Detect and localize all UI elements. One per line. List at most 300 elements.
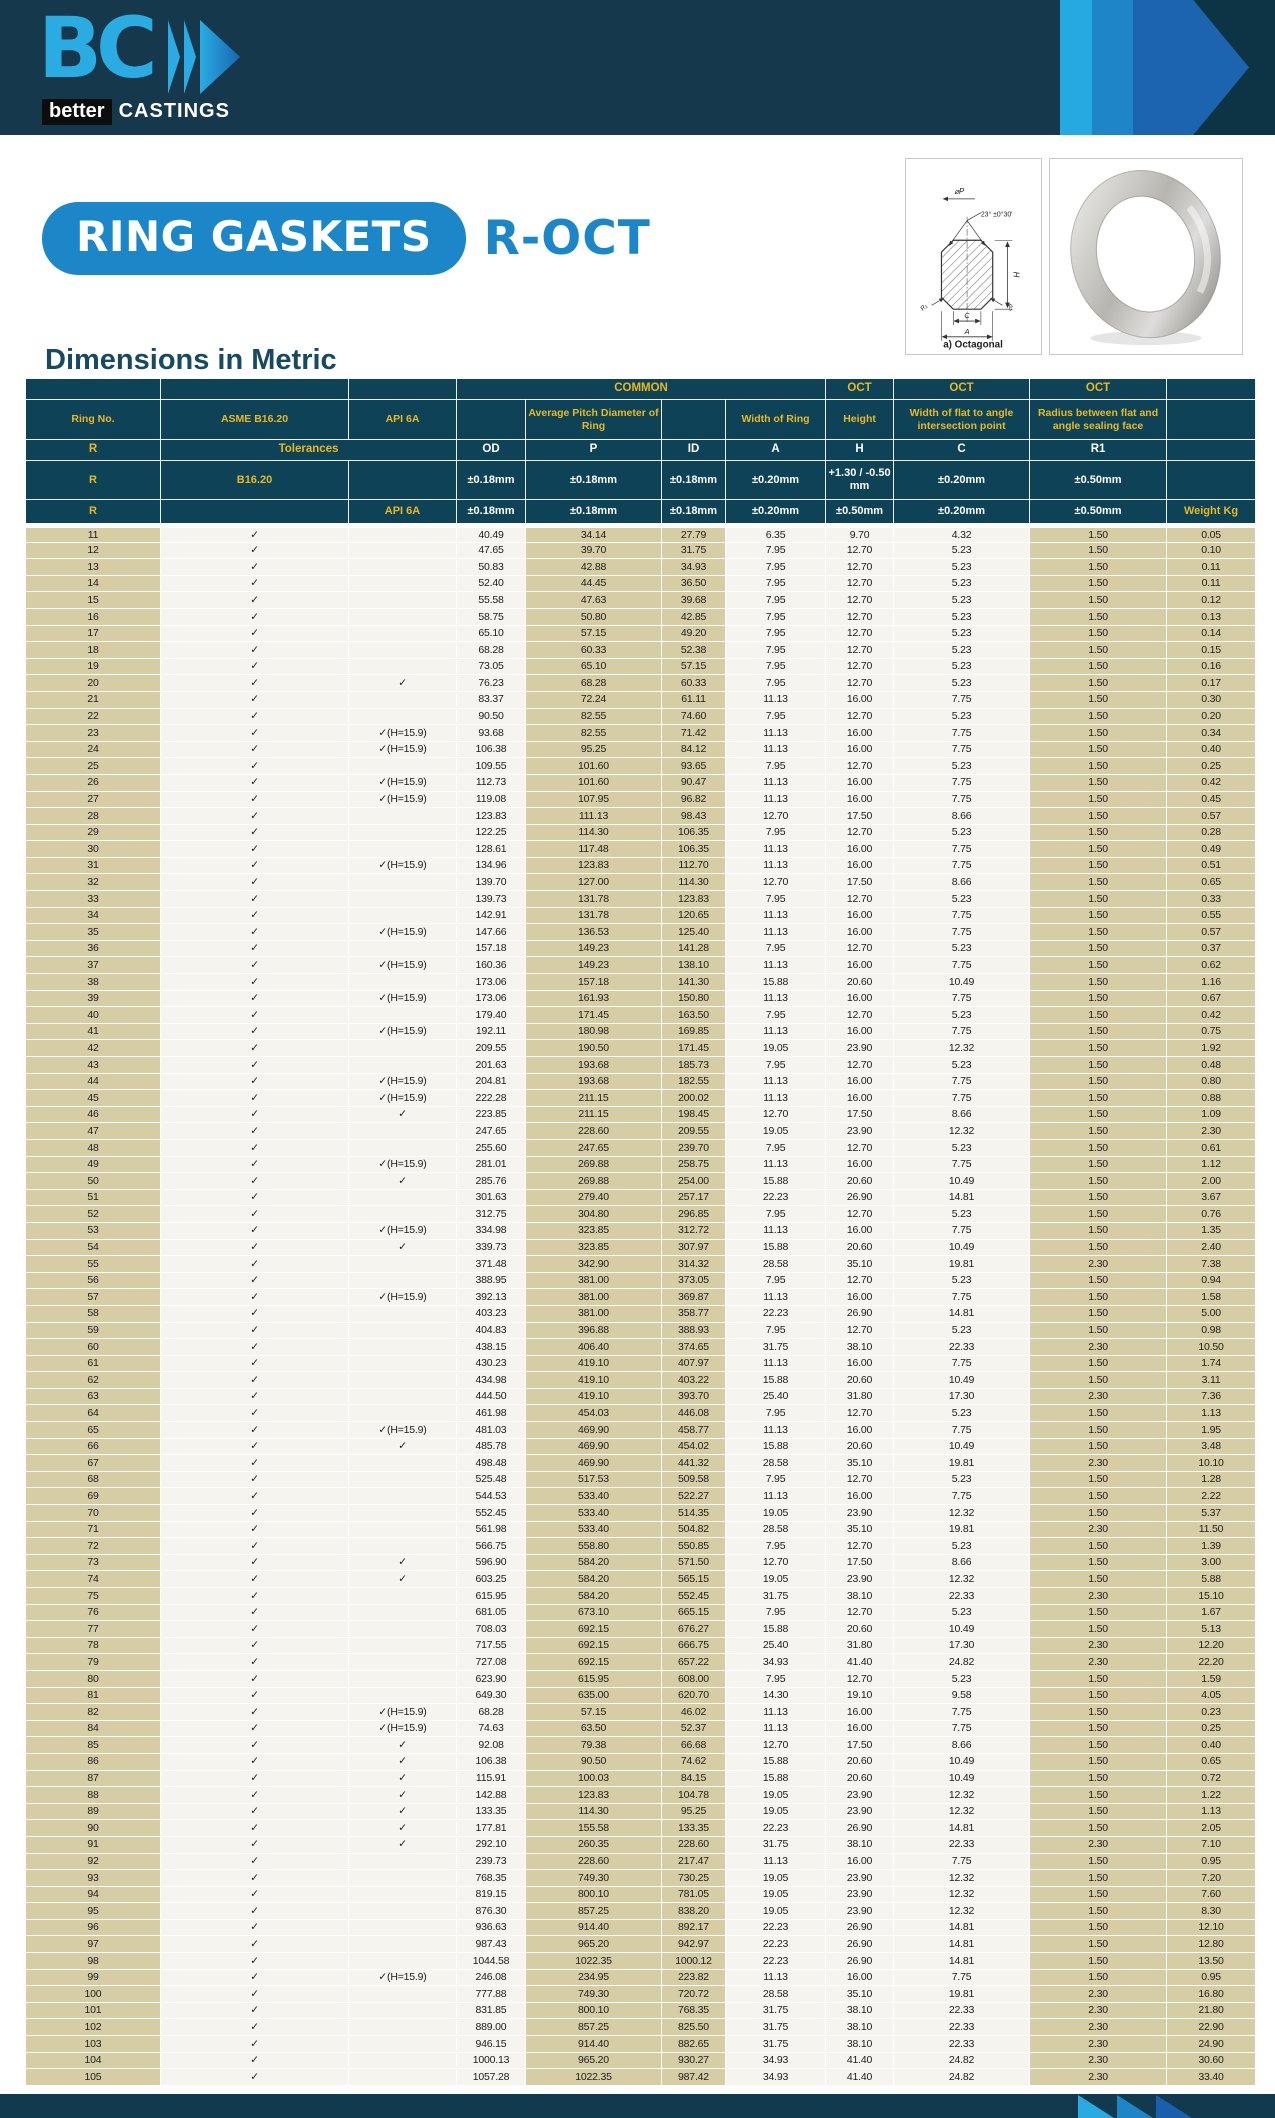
logo-arrow-icon	[200, 20, 240, 94]
cell-p: 228.60	[526, 1853, 662, 1870]
cell-od: 819.15	[457, 1886, 526, 1903]
cell-p: 60.33	[526, 642, 662, 659]
cell-asme_b1620: ✓	[161, 990, 349, 1007]
cell-c: 7.75	[894, 1073, 1030, 1090]
cell-weight_kg: 1.13	[1167, 1405, 1256, 1422]
cell-r1: 1.50	[1030, 1621, 1167, 1638]
cell-a: 15.88	[726, 1770, 826, 1787]
header-blank	[161, 379, 349, 400]
table-row	[26, 1422, 1256, 1439]
cell-c: 5.23	[894, 824, 1030, 841]
cell-od: 334.98	[457, 1222, 526, 1239]
cell-c: 7.75	[894, 741, 1030, 758]
cell-r1: 1.50	[1030, 658, 1167, 675]
table-row	[26, 891, 1256, 908]
cell-h: 17.50	[826, 808, 894, 825]
cell-od: 128.61	[457, 841, 526, 858]
cell-id: 665.15	[662, 1604, 726, 1621]
cell-a: 22.23	[726, 1189, 826, 1206]
cell-id: 27.79	[662, 526, 726, 543]
cell-ring_no: 18	[26, 642, 161, 659]
cell-r1: 1.50	[1030, 1173, 1167, 1190]
cell-h: 38.10	[826, 2036, 894, 2053]
cell-r1: 1.50	[1030, 1870, 1167, 1887]
tol-b1620-a: ±0.20mm	[726, 461, 826, 500]
cell-od: 76.23	[457, 675, 526, 692]
cell-weight_kg: 1.13	[1167, 1803, 1256, 1820]
cell-api_6a	[349, 2036, 457, 2053]
cell-api_6a: ✓	[349, 1737, 457, 1754]
cell-h: 12.70	[826, 708, 894, 725]
cell-weight_kg: 13.50	[1167, 1953, 1256, 1970]
cell-a: 7.95	[726, 1057, 826, 1074]
cell-od: 339.73	[457, 1239, 526, 1256]
cell-c: 8.66	[894, 808, 1030, 825]
cell-od: 40.49	[457, 526, 526, 543]
cell-p: 114.30	[526, 824, 662, 841]
cell-p: 47.63	[526, 592, 662, 609]
octagonal-drawing	[905, 158, 1042, 355]
cell-weight_kg: 0.55	[1167, 907, 1256, 924]
cell-c: 12.32	[894, 1903, 1030, 1920]
cell-id: 522.27	[662, 1488, 726, 1505]
cell-weight_kg: 1.39	[1167, 1538, 1256, 1555]
cell-a: 19.05	[726, 1505, 826, 1522]
header-avg-pitch: Average Pitch Diameter of Ring	[526, 400, 662, 440]
cell-h: 12.70	[826, 1206, 894, 1223]
cell-a: 11.13	[726, 741, 826, 758]
cell-weight_kg: 0.13	[1167, 608, 1256, 625]
cell-a: 11.13	[726, 857, 826, 874]
cell-a: 11.13	[726, 1023, 826, 1040]
cell-p: 914.40	[526, 2036, 662, 2053]
cell-id: 141.28	[662, 940, 726, 957]
cell-api_6a	[349, 658, 457, 675]
cell-asme_b1620: ✓	[161, 2036, 349, 2053]
cell-weight_kg: 0.88	[1167, 1090, 1256, 1107]
col-od: OD	[457, 440, 526, 461]
table-row	[26, 1604, 1256, 1621]
cell-ring_no: 72	[26, 1538, 161, 1555]
cell-od: 65.10	[457, 625, 526, 642]
cell-od: 1057.28	[457, 2069, 526, 2086]
cell-asme_b1620: ✓	[161, 1322, 349, 1339]
cell-r1: 1.50	[1030, 1538, 1167, 1555]
cell-weight_kg: 5.88	[1167, 1571, 1256, 1588]
cell-p: 234.95	[526, 1969, 662, 1986]
cell-api_6a	[349, 2052, 457, 2069]
cell-a: 25.40	[726, 1637, 826, 1654]
cell-c: 7.75	[894, 791, 1030, 808]
table-row	[26, 675, 1256, 692]
cell-r1: 2.30	[1030, 1637, 1167, 1654]
table-row	[26, 2052, 1256, 2069]
cell-id: 106.35	[662, 824, 726, 841]
cell-api_6a: ✓(H=15.9)	[349, 1090, 457, 1107]
cell-weight_kg: 0.37	[1167, 940, 1256, 957]
cell-ring_no: 37	[26, 957, 161, 974]
cell-a: 11.13	[726, 1355, 826, 1372]
cell-id: 34.93	[662, 559, 726, 576]
table-row	[26, 1704, 1256, 1721]
cell-weight_kg: 0.67	[1167, 990, 1256, 1007]
cell-h: 12.70	[826, 575, 894, 592]
cell-api_6a	[349, 1372, 457, 1389]
table-row	[26, 2002, 1256, 2019]
cell-od: 727.08	[457, 1654, 526, 1671]
cell-od: 134.96	[457, 857, 526, 874]
cell-od: 444.50	[457, 1388, 526, 1405]
cell-weight_kg: 7.38	[1167, 1256, 1256, 1273]
cell-r1: 1.50	[1030, 1753, 1167, 1770]
cell-h: 41.40	[826, 2069, 894, 2086]
cell-asme_b1620: ✓	[161, 725, 349, 742]
cell-a: 19.05	[726, 1040, 826, 1057]
cell-p: 342.90	[526, 1256, 662, 1273]
tol-api-od: ±0.18mm	[457, 500, 526, 526]
cell-r1: 1.50	[1030, 542, 1167, 559]
cell-weight_kg: 33.40	[1167, 2069, 1256, 2086]
cell-api_6a	[349, 1936, 457, 1953]
cell-weight_kg: 0.98	[1167, 1322, 1256, 1339]
cell-ring_no: 91	[26, 1836, 161, 1853]
cell-h: 12.70	[826, 1538, 894, 1555]
cell-c: 7.75	[894, 1969, 1030, 1986]
cell-p: 269.88	[526, 1173, 662, 1190]
cell-id: 258.75	[662, 1156, 726, 1173]
cell-ring_no: 22	[26, 708, 161, 725]
cell-api_6a: ✓	[349, 1836, 457, 1853]
cell-api_6a	[349, 2019, 457, 2036]
cell-c: 22.33	[894, 2036, 1030, 2053]
cell-h: 38.10	[826, 1588, 894, 1605]
cell-r1: 1.50	[1030, 874, 1167, 891]
cell-c: 5.23	[894, 1272, 1030, 1289]
cell-p: 136.53	[526, 924, 662, 941]
cell-od: 461.98	[457, 1405, 526, 1422]
cell-c: 5.23	[894, 1471, 1030, 1488]
octagonal-diagram-svg	[906, 159, 1041, 354]
tol-b1620-p: ±0.18mm	[526, 461, 662, 500]
cell-h: 12.70	[826, 1322, 894, 1339]
cell-h: 12.70	[826, 824, 894, 841]
cell-r1: 1.50	[1030, 1355, 1167, 1372]
cell-ring_no: 56	[26, 1272, 161, 1289]
cell-c: 7.75	[894, 1090, 1030, 1107]
table-row	[26, 1720, 1256, 1737]
cell-a: 7.95	[726, 824, 826, 841]
cell-c: 5.23	[894, 1322, 1030, 1339]
cell-p: 155.58	[526, 1820, 662, 1837]
cell-api_6a: ✓	[349, 1753, 457, 1770]
table-row	[26, 1969, 1256, 1986]
cell-ring_no: 67	[26, 1455, 161, 1472]
cell-od: 708.03	[457, 1621, 526, 1638]
cell-r1: 1.50	[1030, 808, 1167, 825]
cell-ring_no: 77	[26, 1621, 161, 1638]
cell-asme_b1620: ✓	[161, 2019, 349, 2036]
cell-p: 279.40	[526, 1189, 662, 1206]
cell-ring_no: 25	[26, 758, 161, 775]
cell-asme_b1620: ✓	[161, 1256, 349, 1273]
cell-api_6a: ✓(H=15.9)	[349, 791, 457, 808]
cell-h: 16.00	[826, 725, 894, 742]
cell-api_6a: ✓(H=15.9)	[349, 774, 457, 791]
cell-p: 800.10	[526, 2002, 662, 2019]
cell-c: 19.81	[894, 1256, 1030, 1273]
cell-od: 525.48	[457, 1471, 526, 1488]
cell-id: 52.38	[662, 642, 726, 659]
table-row	[26, 1322, 1256, 1339]
cell-h: 16.00	[826, 1289, 894, 1306]
header-blank	[26, 379, 161, 400]
table-row	[26, 1073, 1256, 1090]
cell-api_6a	[349, 1305, 457, 1322]
cell-weight_kg: 1.58	[1167, 1289, 1256, 1306]
cell-p: 269.88	[526, 1156, 662, 1173]
cell-c: 7.75	[894, 1222, 1030, 1239]
cell-ring_no: 14	[26, 575, 161, 592]
cell-id: 138.10	[662, 957, 726, 974]
cell-a: 7.95	[726, 940, 826, 957]
cell-c: 22.33	[894, 1588, 1030, 1605]
sub-tolerances: Tolerances	[161, 440, 457, 461]
cell-c: 12.32	[894, 1123, 1030, 1140]
cell-weight_kg: 0.42	[1167, 774, 1256, 791]
cell-asme_b1620: ✓	[161, 526, 349, 543]
cell-asme_b1620: ✓	[161, 1637, 349, 1654]
cell-c: 7.75	[894, 924, 1030, 941]
cell-p: 914.40	[526, 1919, 662, 1936]
cell-r1: 1.50	[1030, 725, 1167, 742]
table-row	[26, 841, 1256, 858]
cell-id: 133.35	[662, 1820, 726, 1837]
cell-r1: 1.50	[1030, 1505, 1167, 1522]
cell-weight_kg: 12.10	[1167, 1919, 1256, 1936]
cell-id: 312.72	[662, 1222, 726, 1239]
cell-od: 55.58	[457, 592, 526, 609]
cell-od: 139.73	[457, 891, 526, 908]
cell-ring_no: 33	[26, 891, 161, 908]
cell-r1: 1.50	[1030, 1737, 1167, 1754]
cell-a: 11.13	[726, 725, 826, 742]
cell-od: 122.25	[457, 824, 526, 841]
cell-api_6a	[349, 1870, 457, 1887]
cell-weight_kg: 0.75	[1167, 1023, 1256, 1040]
cell-asme_b1620: ✓	[161, 559, 349, 576]
table-row	[26, 990, 1256, 1007]
cell-p: 857.25	[526, 1903, 662, 1920]
cell-weight_kg: 30.60	[1167, 2052, 1256, 2069]
cell-weight_kg: 11.50	[1167, 1521, 1256, 1538]
cell-weight_kg: 0.57	[1167, 924, 1256, 941]
cell-c: 10.49	[894, 1173, 1030, 1190]
cell-r1: 1.50	[1030, 1803, 1167, 1820]
cell-a: 11.13	[726, 1704, 826, 1721]
cell-c: 5.23	[894, 940, 1030, 957]
cell-r1: 1.50	[1030, 857, 1167, 874]
table-row	[26, 658, 1256, 675]
cell-od: 73.05	[457, 658, 526, 675]
cell-api_6a: ✓	[349, 1239, 457, 1256]
cell-weight_kg: 0.30	[1167, 691, 1256, 708]
cell-asme_b1620: ✓	[161, 1853, 349, 1870]
cell-weight_kg: 5.13	[1167, 1621, 1256, 1638]
cell-od: 561.98	[457, 1521, 526, 1538]
ring-photo-svg	[1050, 159, 1242, 354]
cell-a: 25.40	[726, 1388, 826, 1405]
cell-a: 22.23	[726, 1820, 826, 1837]
cell-p: 57.15	[526, 1704, 662, 1721]
cell-id: 825.50	[662, 2019, 726, 2036]
cell-api_6a: ✓(H=15.9)	[349, 1422, 457, 1439]
cell-id: 393.70	[662, 1388, 726, 1405]
cell-asme_b1620: ✓	[161, 1206, 349, 1223]
cell-api_6a	[349, 841, 457, 858]
cell-r1: 1.50	[1030, 1969, 1167, 1986]
table-row	[26, 1305, 1256, 1322]
cell-ring_no: 53	[26, 1222, 161, 1239]
cell-r1: 1.50	[1030, 990, 1167, 1007]
cell-ring_no: 68	[26, 1471, 161, 1488]
cell-api_6a	[349, 1339, 457, 1356]
cell-asme_b1620: ✓	[161, 1986, 349, 2003]
table-row	[26, 1355, 1256, 1372]
cell-a: 11.13	[726, 1422, 826, 1439]
cell-r1: 1.50	[1030, 1953, 1167, 1970]
cell-h: 12.70	[826, 675, 894, 692]
cell-od: 623.90	[457, 1670, 526, 1687]
cell-h: 17.50	[826, 1106, 894, 1123]
table-row	[26, 957, 1256, 974]
cell-h: 16.00	[826, 1156, 894, 1173]
cell-od: 392.13	[457, 1289, 526, 1306]
cell-asme_b1620: ✓	[161, 1753, 349, 1770]
cell-p: 90.50	[526, 1753, 662, 1770]
cell-c: 22.33	[894, 2019, 1030, 2036]
cell-p: 114.30	[526, 1803, 662, 1820]
cell-r1: 1.50	[1030, 924, 1167, 941]
cell-c: 5.23	[894, 758, 1030, 775]
table-row	[26, 1787, 1256, 1804]
table-row	[26, 1670, 1256, 1687]
cell-od: 1044.58	[457, 1953, 526, 1970]
cell-asme_b1620: ✓	[161, 891, 349, 908]
cell-weight_kg: 15.10	[1167, 1588, 1256, 1605]
cell-h: 26.90	[826, 1820, 894, 1837]
cell-id: 112.70	[662, 857, 726, 874]
cell-c: 7.75	[894, 1488, 1030, 1505]
cell-od: 481.03	[457, 1422, 526, 1439]
cell-p: 50.80	[526, 608, 662, 625]
cell-weight_kg: 5.00	[1167, 1305, 1256, 1322]
cell-asme_b1620: ✓	[161, 2052, 349, 2069]
cell-h: 16.00	[826, 1422, 894, 1439]
cell-id: 1000.12	[662, 1953, 726, 1970]
header-radius: Radius between flat and angle sealing face	[1030, 400, 1167, 440]
cell-p: 381.00	[526, 1289, 662, 1306]
cell-ring_no: 63	[26, 1388, 161, 1405]
cell-a: 7.95	[726, 1007, 826, 1024]
cell-h: 9.70	[826, 526, 894, 543]
cell-id: 123.83	[662, 891, 726, 908]
cell-h: 12.70	[826, 1007, 894, 1024]
cell-weight_kg: 0.34	[1167, 725, 1256, 742]
cell-a: 11.13	[726, 1156, 826, 1173]
cell-id: 441.32	[662, 1455, 726, 1472]
cell-r1: 1.50	[1030, 1820, 1167, 1837]
table-row	[26, 608, 1256, 625]
cell-p: 34.14	[526, 526, 662, 543]
cell-h: 38.10	[826, 2002, 894, 2019]
table-row	[26, 592, 1256, 609]
table-row	[26, 1173, 1256, 1190]
cell-a: 6.35	[726, 526, 826, 543]
cell-a: 19.05	[726, 1803, 826, 1820]
cell-od: 946.15	[457, 2036, 526, 2053]
cell-ring_no: 31	[26, 857, 161, 874]
cell-weight_kg: 4.05	[1167, 1687, 1256, 1704]
cell-p: 117.48	[526, 841, 662, 858]
cell-r1: 2.30	[1030, 2069, 1167, 2086]
cell-c: 12.32	[894, 1787, 1030, 1804]
header-blank	[1167, 440, 1256, 461]
cell-od: 68.28	[457, 642, 526, 659]
cell-od: 485.78	[457, 1438, 526, 1455]
table-row	[26, 559, 1256, 576]
cell-asme_b1620: ✓	[161, 658, 349, 675]
cell-p: 131.78	[526, 891, 662, 908]
cell-r1: 1.50	[1030, 1106, 1167, 1123]
cell-a: 22.23	[726, 1953, 826, 1970]
cell-r1: 1.50	[1030, 824, 1167, 841]
cell-weight_kg: 0.10	[1167, 542, 1256, 559]
cell-ring_no: 40	[26, 1007, 161, 1024]
cell-c: 5.23	[894, 1007, 1030, 1024]
cell-ring_no: 95	[26, 1903, 161, 1920]
cell-weight_kg: 0.33	[1167, 891, 1256, 908]
cell-h: 12.70	[826, 642, 894, 659]
cell-od: 106.38	[457, 741, 526, 758]
cell-p: 406.40	[526, 1339, 662, 1356]
cell-r1: 1.50	[1030, 1886, 1167, 1903]
cell-asme_b1620: ✓	[161, 1488, 349, 1505]
cell-od: 47.65	[457, 542, 526, 559]
cell-p: 101.60	[526, 758, 662, 775]
cell-r1: 1.50	[1030, 1322, 1167, 1339]
cell-asme_b1620: ✓	[161, 1139, 349, 1156]
cell-weight_kg: 0.49	[1167, 841, 1256, 858]
cell-r1: 2.30	[1030, 1836, 1167, 1853]
cell-a: 11.13	[726, 990, 826, 1007]
cell-p: 635.00	[526, 1687, 662, 1704]
cell-p: 965.20	[526, 2052, 662, 2069]
cell-ring_no: 64	[26, 1405, 161, 1422]
table-row	[26, 1637, 1256, 1654]
table-row	[26, 1903, 1256, 1920]
cell-a: 7.95	[726, 658, 826, 675]
cell-api_6a	[349, 1637, 457, 1654]
cell-r1: 2.30	[1030, 1654, 1167, 1671]
cell-a: 19.05	[726, 1886, 826, 1903]
cell-c: 12.32	[894, 1803, 1030, 1820]
cell-h: 26.90	[826, 1305, 894, 1322]
cell-api_6a: ✓(H=15.9)	[349, 924, 457, 941]
cell-h: 12.70	[826, 625, 894, 642]
cell-id: 720.72	[662, 1986, 726, 2003]
cell-id: 163.50	[662, 1007, 726, 1024]
cell-p: 65.10	[526, 658, 662, 675]
